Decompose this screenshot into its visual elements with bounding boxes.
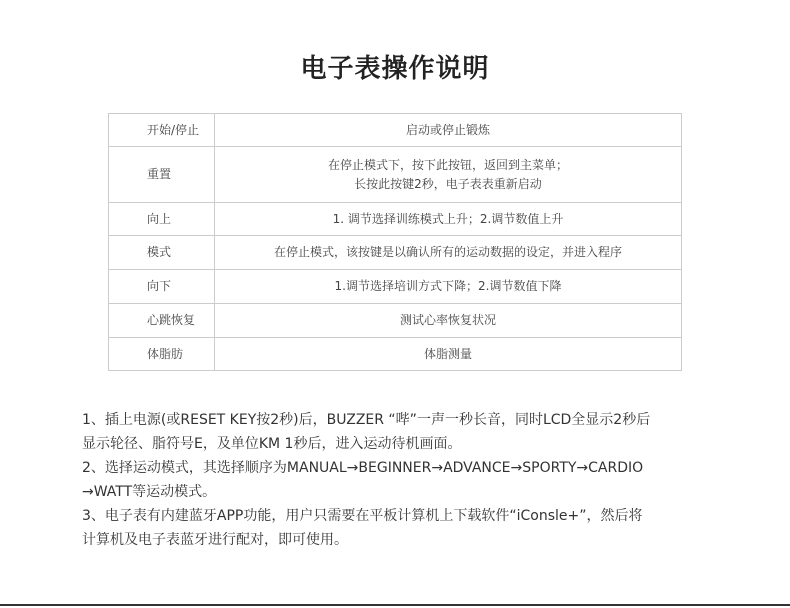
button-name-cell: 模式: [109, 236, 215, 270]
button-name-cell: 向下: [109, 270, 215, 304]
description-line: 测试心率恢复状况: [399, 313, 496, 327]
button-name-cell: 向上: [109, 203, 215, 236]
description-line: 启动或停止锻炼: [405, 122, 490, 137]
note-line: 2、选择运动模式，其选择顺序为MANUAL→BEGINNER→ADVANCE→SPORTY→CARDIO: [82, 460, 644, 476]
table-row: [109, 338, 682, 371]
description-line: 在停止模式下，按下此按钮，返回到主菜单；: [327, 157, 568, 172]
function-description-cell: [215, 270, 682, 304]
operation-table: [108, 113, 682, 371]
function-description-cell: [215, 236, 682, 270]
table-row: [109, 304, 682, 338]
note-item: [82, 408, 732, 456]
table-row: [109, 270, 682, 304]
table-row: [109, 114, 682, 147]
note-item: [82, 456, 732, 504]
table-row: [109, 203, 682, 236]
note-line: 计算机及电子表蓝牙进行配对，即可使用。: [82, 532, 348, 548]
button-name-cell: 开始/停止: [109, 114, 215, 147]
note-line: 显示轮径、脂符号E，及单位KM 1秒后，进入运动待机画面。: [82, 436, 462, 452]
function-description-cell: [215, 304, 682, 338]
page-title: 电子表操作说明: [300, 54, 490, 84]
function-description-cell: [215, 203, 682, 236]
description-line: 体脂测量: [423, 346, 472, 361]
table-row: [109, 147, 682, 203]
description-line: 长按此按键2秒，电子表表重新启动: [354, 176, 542, 191]
description-line: 在停止模式，该按键是以确认所有的运动数据的设定，并进入程序: [273, 245, 622, 259]
table-row: [109, 236, 682, 270]
note-item: [82, 504, 732, 552]
button-name-cell: 重置: [109, 147, 215, 203]
function-description-cell: [215, 338, 682, 371]
instruction-notes: [82, 408, 732, 552]
description-line: 1.调节选择培训方式下降；2.调节数值下降: [334, 279, 562, 293]
button-name-cell: 心跳恢复: [109, 304, 215, 338]
button-name-cell: 体脂肪: [109, 338, 215, 371]
note-line: 3、电子表有内建蓝牙APP功能，用户只需要在平板计算机上下载软件“iConsle+”，然后将: [82, 508, 643, 524]
function-description-cell: [215, 147, 682, 203]
description-line: 1. 调节选择训练模式上升；2.调节数值上升: [332, 211, 564, 226]
function-description-cell: [215, 114, 682, 147]
bottom-divider: [0, 604, 790, 606]
note-line: →WATT等运动模式。: [82, 484, 217, 500]
note-line: 1、插上电源(或RESET KEY按2秒)后，BUZZER “哔”一声一秒长音，同时LCD全显示2秒后: [82, 412, 651, 428]
